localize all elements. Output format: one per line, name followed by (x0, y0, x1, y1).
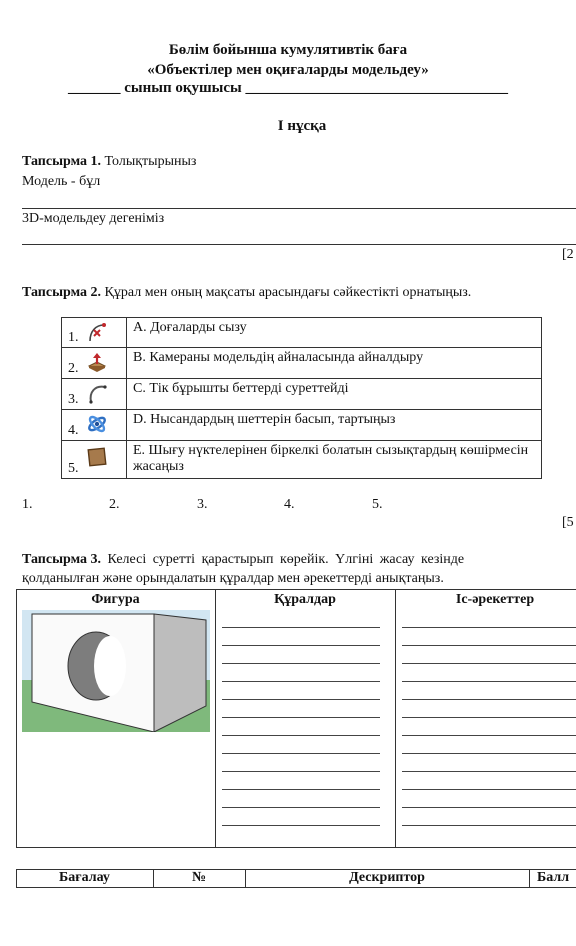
answer-line[interactable] (402, 681, 576, 682)
table-border (16, 589, 17, 847)
table-border (16, 847, 576, 848)
answer-line[interactable] (402, 699, 576, 700)
answer-line[interactable] (402, 771, 576, 772)
push-pull-tool-icon (86, 351, 108, 373)
task1-heading (22, 154, 196, 170)
answer-slot[interactable]: 1. (22, 497, 33, 512)
model-figure-image (22, 610, 210, 732)
task1-label: Тапсырма 1. (22, 154, 102, 169)
description-cell: C. Тік бұрышты беттерді суреттейді (127, 379, 542, 410)
table-border (529, 869, 530, 887)
answer-slot[interactable]: 5. (372, 497, 383, 512)
description-cell: B. Камераны модельдің айналасында айналдыру (127, 348, 542, 379)
table-border (16, 589, 576, 590)
row-number: 4. (68, 423, 79, 438)
table-row (62, 410, 542, 441)
task1-score: [2 (562, 247, 574, 262)
table-row (62, 379, 542, 410)
task2-text: Құрал мен оның мақсаты арасындағы сәйкестікті орнатыңыз. (101, 285, 472, 300)
answer-line[interactable] (402, 807, 576, 808)
answer-line[interactable] (22, 244, 576, 245)
answer-slot[interactable]: 3. (197, 497, 208, 512)
column-header-descriptor: Дескриптор (349, 870, 425, 885)
answer-slot[interactable]: 4. (284, 497, 295, 512)
task3-text: Келесі суретті қарастырып көрейік. Үлгіні жасау кезінде (101, 552, 465, 567)
answer-line[interactable] (222, 753, 380, 754)
answer-line[interactable] (402, 753, 576, 754)
description-cell: D. Нысандардың шеттерін басып, тартыңыз (127, 410, 542, 441)
table-row (62, 441, 542, 479)
answer-line[interactable] (222, 681, 380, 682)
orbit-tool-icon (86, 413, 108, 435)
tool-cell (62, 348, 127, 379)
arc-tool-icon (86, 321, 108, 343)
matching-table (61, 317, 542, 479)
column-header-number: № (191, 870, 207, 885)
answer-line[interactable] (22, 208, 576, 209)
task2-heading (22, 285, 471, 301)
answer-line[interactable] (222, 735, 380, 736)
answer-line[interactable] (402, 645, 576, 646)
answer-line[interactable] (222, 789, 380, 790)
answer-line[interactable] (402, 825, 576, 826)
row-number: 1. (68, 330, 79, 345)
tool-cell (62, 318, 127, 348)
answer-line[interactable] (222, 663, 380, 664)
answer-line[interactable] (222, 825, 380, 826)
answer-line[interactable] (402, 663, 576, 664)
answer-line[interactable] (222, 627, 380, 628)
arc-curve-icon (86, 382, 108, 404)
tool-cell (62, 379, 127, 410)
answer-line[interactable] (222, 699, 380, 700)
answer-line[interactable] (402, 789, 576, 790)
column-header-figure: Фигура (91, 592, 140, 607)
answer-line[interactable] (402, 735, 576, 736)
row-number: 5. (68, 461, 79, 476)
task1-line2: 3D-модельдеу дегеніміз (22, 211, 165, 226)
tool-cell (62, 410, 127, 441)
task3-label: Тапсырма 3. (22, 552, 102, 567)
task3-heading (22, 552, 464, 568)
answer-line[interactable] (222, 645, 380, 646)
table-border (395, 589, 396, 847)
class-student-line: _______ сынып оқушысы ___________________________________ (67, 80, 508, 96)
answer-slot[interactable]: 2. (109, 497, 120, 512)
document-title: Бөлім бойынша кумулятивтік баға (168, 42, 408, 58)
answer-line[interactable] (402, 627, 576, 628)
column-header-actions: Іс-әрекеттер (455, 592, 535, 607)
column-header-points: Балл (537, 870, 570, 885)
task1-line1: Модель - бұл (22, 174, 101, 189)
answer-line[interactable] (222, 771, 380, 772)
task2-label: Тапсырма 2. (22, 285, 102, 300)
row-number: 3. (68, 392, 79, 407)
table-border (215, 589, 216, 847)
row-number: 2. (68, 361, 79, 376)
column-header-assessment: Бағалау (59, 870, 110, 885)
description-cell: E. Шығу нүктелерінен біркелкі болатын сызықтардың көшірмесін жасаңыз (127, 441, 542, 479)
rectangle-tool-icon (86, 446, 108, 468)
table-row (62, 318, 542, 348)
table-border (16, 887, 576, 888)
tool-cell (62, 441, 127, 479)
column-header-tools: Құралдар (274, 592, 336, 607)
task3-text-line2: қолданылған және орындалатын құралдар мен әрекеттерді анықтаңыз. (22, 571, 444, 586)
table-row (62, 348, 542, 379)
answer-line[interactable] (222, 807, 380, 808)
answer-line[interactable] (222, 717, 380, 718)
variant-label: І нұсқа (277, 118, 327, 134)
document-subtitle: «Объектілер мен оқиғаларды модельдеу» (147, 62, 429, 78)
task1-text: Толықтырыныз (101, 154, 197, 169)
task2-score: [5 (562, 515, 574, 530)
answer-line[interactable] (402, 717, 576, 718)
description-cell: A. Доғаларды сызу (127, 318, 542, 348)
